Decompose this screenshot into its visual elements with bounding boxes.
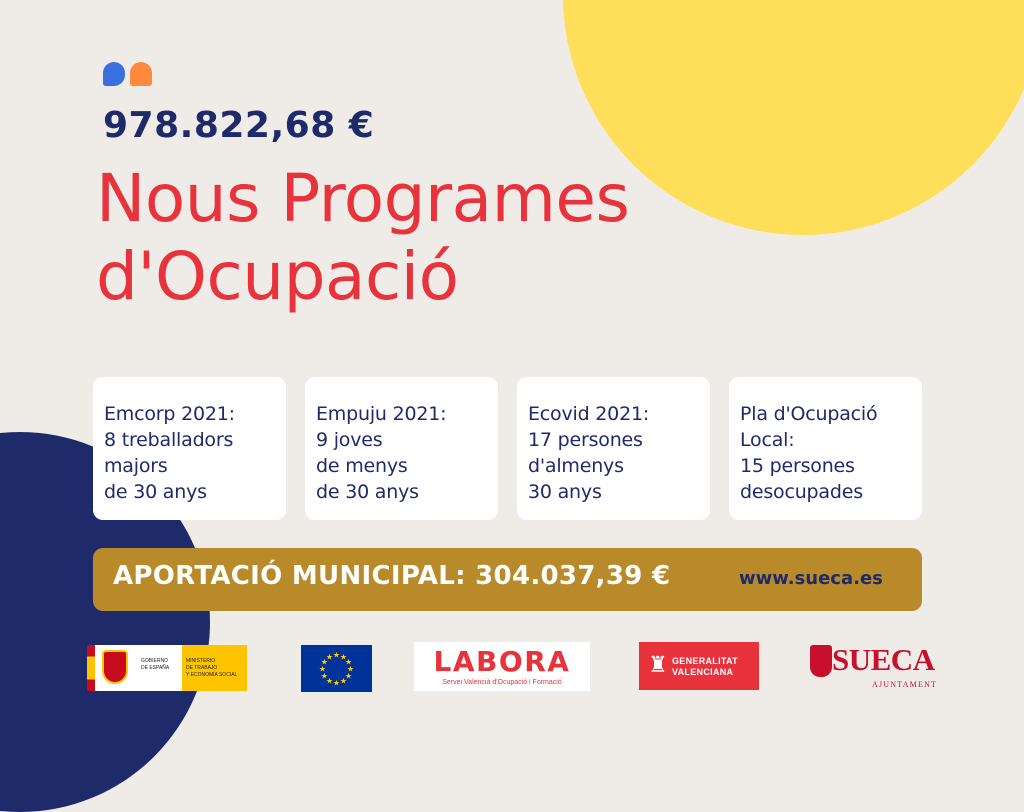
- generalitat-text: GENERALITAT VALENCIANA: [672, 656, 738, 677]
- eu-star-icon: ★: [332, 678, 341, 688]
- eu-star-icon: ★: [345, 671, 353, 681]
- program-card-emcorp: [93, 377, 286, 520]
- municipal-contribution-banner: [93, 548, 922, 611]
- total-amount: 978.822,68 €: [103, 105, 375, 146]
- labora-logo: [414, 642, 590, 691]
- ministerio-text: MINISTERIO DE TRABAJO Y ECONOMÍA SOCIAL: [186, 658, 238, 678]
- labora-subtitle: Servei Valencià d'Ocupació i Formació: [442, 679, 562, 686]
- sueca-crest-icon: [810, 645, 832, 677]
- eu-star-icon: ★: [318, 664, 327, 674]
- program-card-text: Empuju 2021: 9 joves de menys de 30 anys: [316, 403, 447, 503]
- eu-star-icon: ★: [339, 652, 348, 662]
- title-line-1: Nous Programes: [96, 160, 630, 237]
- eu-star-icon: ★: [320, 671, 328, 681]
- eu-star-icon: ★: [332, 650, 341, 660]
- contribution-label: APORTACIÓ MUNICIPAL: 304.037,39 €: [113, 561, 671, 591]
- gobierno-espana-logo: [87, 645, 247, 691]
- labora-name: LABORA: [433, 645, 571, 678]
- bat-crest-icon: ♜: [648, 653, 668, 678]
- decorative-yellow-circle: [563, 0, 1024, 235]
- program-card-text: Pla d'Ocupació Local: 15 persones desocupades: [740, 403, 878, 503]
- program-card-pla-local: [729, 377, 922, 520]
- eu-star-icon: ★: [345, 657, 353, 667]
- eu-star-icon: ★: [320, 657, 328, 667]
- spain-flag-icon: [87, 645, 95, 691]
- program-card-empuju: [305, 377, 498, 520]
- sueca-ajuntament-logo: [810, 642, 952, 693]
- brand-logo-icon: [103, 62, 153, 88]
- generalitat-valenciana-logo: [639, 642, 759, 690]
- eu-star-icon: ★: [325, 652, 334, 662]
- title-line-2: d'Ocupació: [96, 238, 459, 315]
- program-card-text: Emcorp 2021: 8 treballadors majors de 30 anys: [104, 403, 235, 503]
- eu-flag-icon: [301, 645, 372, 692]
- spain-coat-of-arms-icon: [102, 650, 128, 684]
- gobierno-text: GOBIERNO DE ESPAÑA: [141, 658, 170, 671]
- eu-star-icon: ★: [325, 676, 334, 686]
- ministerio-box: [182, 645, 247, 691]
- program-card-ecovid: [517, 377, 710, 520]
- program-card-text: Ecovid 2021: 17 persones d'almenys 30 anys: [528, 403, 650, 503]
- eu-star-icon: ★: [346, 664, 355, 674]
- sueca-subtitle: AJUNTAMENT: [872, 680, 938, 689]
- eu-star-icon: ★: [339, 676, 348, 686]
- website-link[interactable]: www.sueca.es: [739, 568, 883, 589]
- sueca-name: SUECA: [832, 642, 935, 677]
- page-title: [96, 160, 629, 316]
